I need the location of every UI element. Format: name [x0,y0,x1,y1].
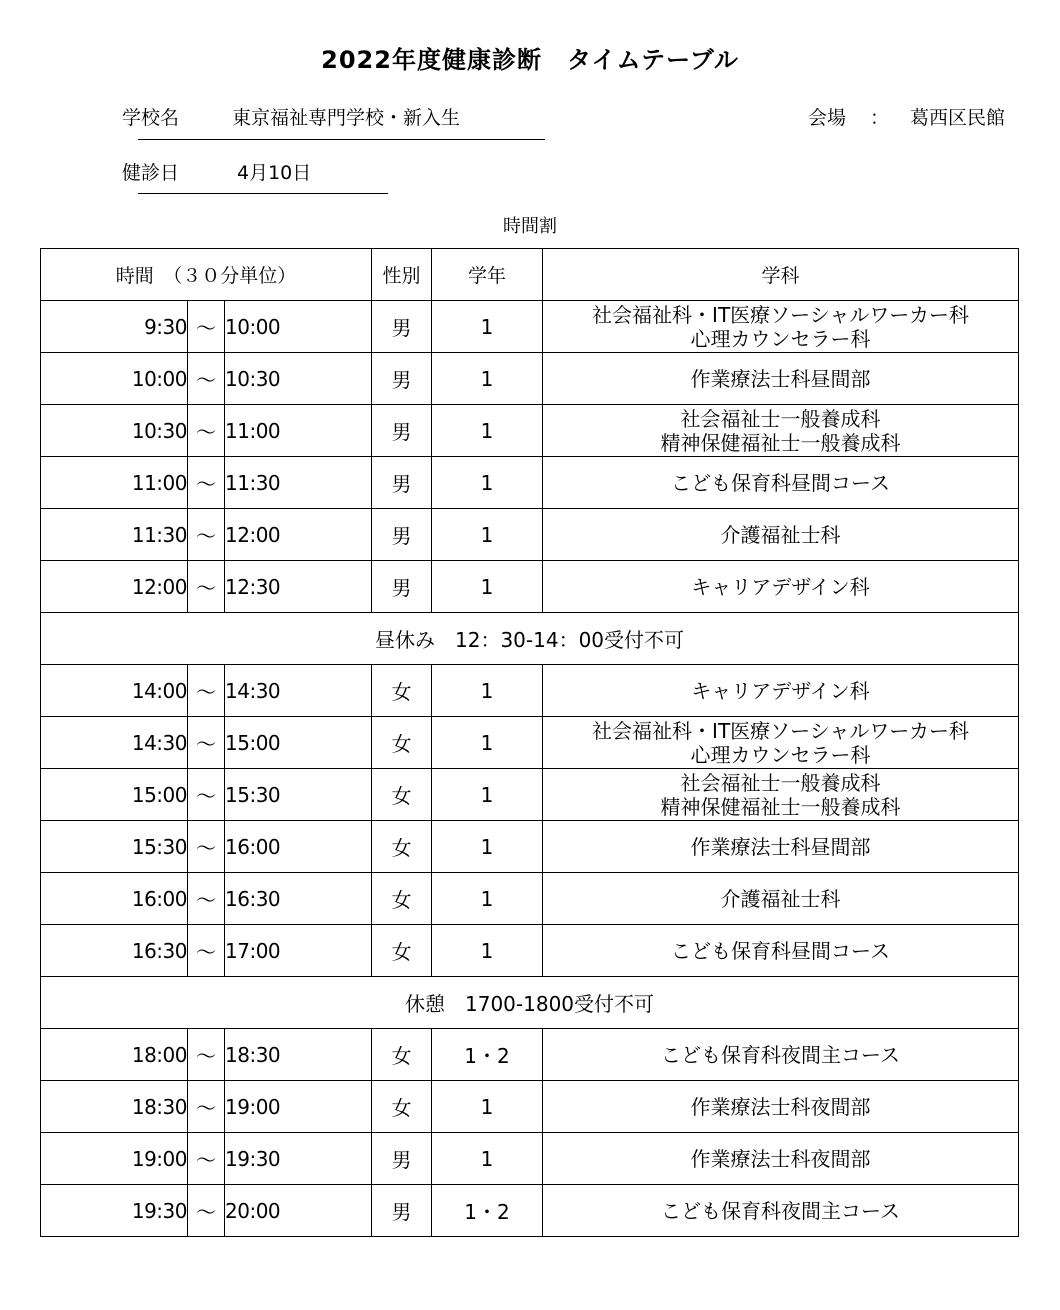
gender-cell: 女 [372,769,432,821]
department-line-2: 心理カウンセラー科 [690,326,871,351]
start-time: 12:00 [41,561,188,613]
grade-cell: 1 [432,717,543,769]
school-name: 東京福祉専門学校・新入生 [232,107,461,129]
grade-cell: 1 [432,821,543,873]
gender-cell: 男 [372,1185,432,1237]
end-time: 15:30 [225,769,372,821]
start-time: 15:00 [41,769,188,821]
page-title: 2022年度健康診断 タイムテーブル [321,46,739,74]
department-line-1: 作業療法士科夜間部 [690,1146,871,1171]
table-row [41,405,1019,457]
department-line-1: 作業療法士科夜間部 [690,1094,871,1119]
start-time: 16:00 [41,873,188,925]
start-time: 10:30 [41,405,188,457]
department-cell [543,769,1019,821]
department-line-1: こども保育科昼間コース [671,938,891,963]
gender-cell: 女 [372,665,432,717]
venue-separator: ： [870,107,890,129]
department-line-1: 介護福祉士科 [720,522,841,547]
gender-cell: 男 [372,457,432,509]
department-cell [543,405,1019,457]
table-row [41,873,1019,925]
end-time: 16:00 [225,821,372,873]
tilde-separator: ～ [188,353,225,405]
end-time: 19:00 [225,1081,372,1133]
gender-cell: 男 [372,561,432,613]
department-line-2: 心理カウンセラー科 [690,742,871,767]
end-time: 20:00 [225,1185,372,1237]
tilde-separator: ～ [188,1029,225,1081]
date-underline [138,193,388,194]
grade-cell: 1 [432,1133,543,1185]
date-label: 健診日 [122,162,180,184]
tilde-separator: ～ [188,405,225,457]
department-line-1: 介護福祉士科 [720,886,841,911]
break-row [41,977,1019,1029]
end-time: 11:00 [225,405,372,457]
department-line-1: キャリアデザイン科 [691,574,870,599]
tilde-separator: ～ [188,457,225,509]
start-time: 15:30 [41,821,188,873]
gender-cell: 女 [372,925,432,977]
grade-cell: 1・2 [432,1029,543,1081]
table-row [41,457,1019,509]
start-time: 11:00 [41,457,188,509]
table-row [41,509,1019,561]
department-line-1: 社会福祉科・IT医療ソーシャルワーカー科 [592,718,969,743]
start-time: 19:30 [41,1185,188,1237]
department-line-1: 社会福祉士一般養成科 [680,770,881,795]
end-time: 14:30 [225,665,372,717]
start-time: 19:00 [41,1133,188,1185]
department-cell [543,717,1019,769]
end-time: 10:00 [225,301,372,353]
department-cell [543,925,1019,977]
grade-cell: 1 [432,509,543,561]
end-time: 11:30 [225,457,372,509]
grade-cell: 1 [432,925,543,977]
start-time: 16:30 [41,925,188,977]
department-line-1: 作業療法士科昼間部 [690,834,871,859]
department-line-1: こども保育科昼間コース [671,470,891,495]
department-line-1: 作業療法士科昼間部 [690,366,871,391]
end-time: 18:30 [225,1029,372,1081]
department-line-2: 精神保健福祉士一般養成科 [660,430,901,455]
grade-cell: 1 [432,561,543,613]
header-gender: 性別 [372,249,432,301]
table-row [41,301,1019,353]
tilde-separator: ～ [188,1185,225,1237]
exam-date: 4月10日 [237,162,312,184]
department-cell [543,561,1019,613]
header-row [41,249,1019,301]
department-cell [543,665,1019,717]
end-time: 15:00 [225,717,372,769]
table-row [41,769,1019,821]
start-time: 9:30 [41,301,188,353]
gender-cell: 男 [372,1133,432,1185]
end-time: 16:30 [225,873,372,925]
tilde-separator: ～ [188,1133,225,1185]
table-row [41,925,1019,977]
tilde-separator: ～ [188,873,225,925]
department-cell [543,353,1019,405]
department-line-1: こども保育科夜間主コース [661,1042,901,1067]
department-line-1: 社会福祉士一般養成科 [680,406,881,431]
tilde-separator: ～ [188,821,225,873]
start-time: 18:30 [41,1081,188,1133]
grade-cell: 1 [432,1081,543,1133]
timetable-body [41,301,1019,1237]
grade-cell: 1 [432,873,543,925]
department-cell [543,509,1019,561]
department-cell [543,821,1019,873]
start-time: 18:00 [41,1029,188,1081]
tilde-separator: ～ [188,509,225,561]
grade-cell: 1 [432,665,543,717]
gender-cell: 男 [372,405,432,457]
end-time: 10:30 [225,353,372,405]
department-line-2: 精神保健福祉士一般養成科 [660,794,901,819]
grade-cell: 1 [432,353,543,405]
gender-cell: 女 [372,873,432,925]
department-cell [543,1133,1019,1185]
tilde-separator: ～ [188,769,225,821]
tilde-separator: ～ [188,1081,225,1133]
header-time: 時間 （３０分単位） [41,249,372,301]
school-underline [138,139,545,140]
timetable [40,248,1019,1237]
table-row [41,1029,1019,1081]
department-cell [543,1029,1019,1081]
table-row [41,665,1019,717]
department-line-1: キャリアデザイン科 [691,678,870,703]
grade-cell: 1 [432,301,543,353]
venue-label: 会場 [808,107,847,129]
gender-cell: 女 [372,1029,432,1081]
grade-cell: 1 [432,769,543,821]
grade-cell: 1・2 [432,1185,543,1237]
department-line-1: こども保育科夜間主コース [661,1198,901,1223]
break-notice: 休憩 1700-1800受付不可 [41,977,1019,1029]
tilde-separator: ～ [188,717,225,769]
start-time: 10:00 [41,353,188,405]
department-cell [543,873,1019,925]
end-time: 19:30 [225,1133,372,1185]
start-time: 11:30 [41,509,188,561]
gender-cell: 女 [372,717,432,769]
gender-cell: 女 [372,821,432,873]
gender-cell: 男 [372,353,432,405]
end-time: 12:00 [225,509,372,561]
table-row [41,353,1019,405]
timetable-caption: 時間割 [503,216,557,237]
venue-name: 葛西区民館 [910,107,1006,129]
department-cell [543,1185,1019,1237]
start-time: 14:00 [41,665,188,717]
header-grade: 学年 [432,249,543,301]
end-time: 12:30 [225,561,372,613]
table-row [41,1133,1019,1185]
gender-cell: 男 [372,301,432,353]
table-row [41,821,1019,873]
department-line-1: 社会福祉科・IT医療ソーシャルワーカー科 [592,302,969,327]
department-cell [543,301,1019,353]
gender-cell: 女 [372,1081,432,1133]
tilde-separator: ～ [188,925,225,977]
table-row [41,717,1019,769]
end-time: 17:00 [225,925,372,977]
break-notice: 昼休み 12：30-14：00受付不可 [41,613,1019,665]
table-row [41,561,1019,613]
tilde-separator: ～ [188,665,225,717]
gender-cell: 男 [372,509,432,561]
department-cell [543,1081,1019,1133]
break-row [41,613,1019,665]
department-cell [543,457,1019,509]
table-row [41,1185,1019,1237]
tilde-separator: ～ [188,561,225,613]
table-row [41,1081,1019,1133]
school-label: 学校名 [122,107,180,129]
header-department: 学科 [543,249,1019,301]
start-time: 14:30 [41,717,188,769]
grade-cell: 1 [432,405,543,457]
tilde-separator: ～ [188,301,225,353]
grade-cell: 1 [432,457,543,509]
